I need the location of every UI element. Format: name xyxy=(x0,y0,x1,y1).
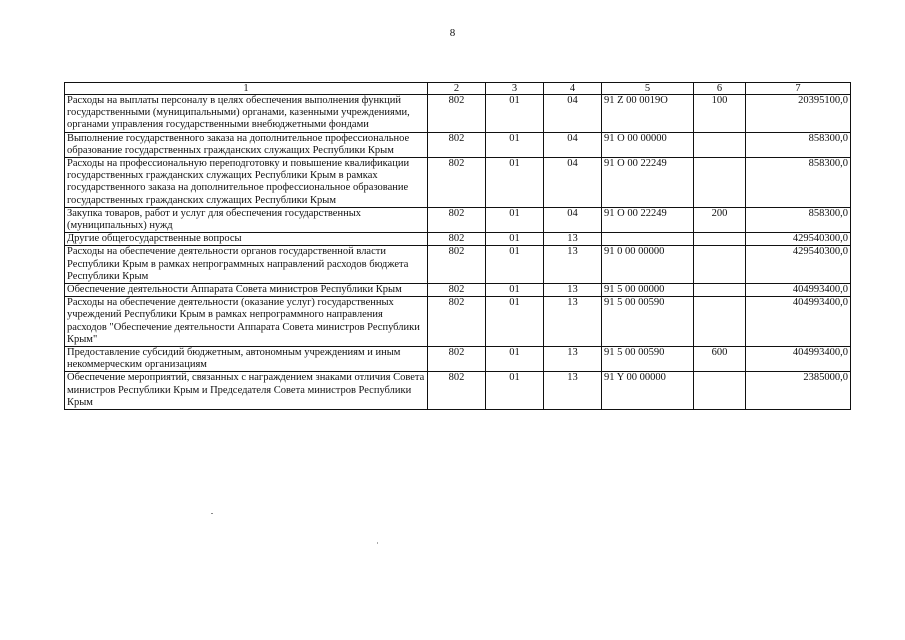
row-expense-type xyxy=(694,132,746,157)
header-row xyxy=(65,83,851,95)
row-amount: 20395100,0 xyxy=(746,95,851,133)
table-row xyxy=(65,95,851,133)
header-cell: 3 xyxy=(486,83,544,95)
row-amount: 858300,0 xyxy=(746,132,851,157)
row-ministry-code: 802 xyxy=(428,284,486,297)
row-name: Обеспечение деятельности Аппарата Совета министров Республики Крым xyxy=(65,284,428,297)
row-expense-type xyxy=(694,297,746,347)
row-expense-type: 600 xyxy=(694,347,746,372)
row-name: Предоставление субсидий бюджетным, автономным учреждениям и иным некоммерческим организациям xyxy=(65,347,428,372)
row-ministry-code: 802 xyxy=(428,158,486,208)
table-row xyxy=(65,297,851,347)
row-name: Расходы на выплаты персоналу в целях обеспечения выполнения функций государственными (муниципальными) органами, казенными учреждениями, органами управления государственными внебюджетными фондами xyxy=(65,95,428,133)
row-ministry-code: 802 xyxy=(428,233,486,246)
row-name: Закупка товаров, работ и услуг для обеспечения государственных (муниципальных) нужд xyxy=(65,207,428,232)
scan-speck xyxy=(377,542,378,544)
row-section: 01 xyxy=(486,158,544,208)
table-row xyxy=(65,372,851,410)
row-section: 01 xyxy=(486,207,544,232)
table-row xyxy=(65,233,851,246)
row-subsection: 13 xyxy=(544,246,602,284)
row-target-code: 91 5 00 00000 xyxy=(602,284,694,297)
row-name: Другие общегосударственные вопросы xyxy=(65,233,428,246)
row-expense-type xyxy=(694,158,746,208)
row-target-code: 91 Y 00 00000 xyxy=(602,372,694,410)
row-section: 01 xyxy=(486,297,544,347)
row-expense-type xyxy=(694,246,746,284)
row-target-code: 91 Z 00 0019O xyxy=(602,95,694,133)
row-ministry-code: 802 xyxy=(428,132,486,157)
row-expense-type: 100 xyxy=(694,95,746,133)
row-subsection: 13 xyxy=(544,233,602,246)
row-target-code: 91 0 00 00000 xyxy=(602,246,694,284)
row-ministry-code: 802 xyxy=(428,207,486,232)
row-section: 01 xyxy=(486,233,544,246)
row-name: Расходы на обеспечение деятельности органов государственной власти Республики Крым в рамках непрограммных направлений расходов бюджета Республики Крым xyxy=(65,246,428,284)
row-target-code: 91 O 00 22249 xyxy=(602,158,694,208)
row-expense-type xyxy=(694,372,746,410)
row-amount: 429540300,0 xyxy=(746,233,851,246)
table-row xyxy=(65,158,851,208)
page-number: 8 xyxy=(449,27,456,39)
row-target-code: 91 5 00 00590 xyxy=(602,297,694,347)
row-ministry-code: 802 xyxy=(428,95,486,133)
budget-table xyxy=(64,82,851,410)
row-section: 01 xyxy=(486,284,544,297)
row-subsection: 13 xyxy=(544,372,602,410)
row-target-code: 91 5 00 00590 xyxy=(602,347,694,372)
row-subsection: 13 xyxy=(544,297,602,347)
row-ministry-code: 802 xyxy=(428,347,486,372)
row-target-code xyxy=(602,233,694,246)
row-subsection: 13 xyxy=(544,347,602,372)
row-name: Расходы на профессиональную переподготовку и повышение квалификации государственных гражданских служащих Республики Крым в рамках государственного заказа на дополнительное профессиональное образование государственных гражданских служащих Республики Крым xyxy=(65,158,428,208)
row-subsection: 13 xyxy=(544,284,602,297)
row-target-code: 91 O 00 00000 xyxy=(602,132,694,157)
header-cell: 5 xyxy=(602,83,694,95)
row-name: Обеспечение мероприятий, связанных с награждением знаками отличия Совета министров Республики Крым и Председателя Совета министров Республики Крым xyxy=(65,372,428,410)
table-row xyxy=(65,207,851,232)
header-cell: 4 xyxy=(544,83,602,95)
table-row xyxy=(65,347,851,372)
row-section: 01 xyxy=(486,95,544,133)
table-row xyxy=(65,284,851,297)
header-cell: 7 xyxy=(746,83,851,95)
scan-speck xyxy=(211,513,213,514)
row-expense-type: 200 xyxy=(694,207,746,232)
row-amount: 429540300,0 xyxy=(746,246,851,284)
header-cell: 1 xyxy=(65,83,428,95)
row-amount: 858300,0 xyxy=(746,158,851,208)
row-ministry-code: 802 xyxy=(428,246,486,284)
table-row xyxy=(65,246,851,284)
row-subsection: 04 xyxy=(544,95,602,133)
row-expense-type xyxy=(694,233,746,246)
row-name: Расходы на обеспечение деятельности (оказание услуг) государственных учреждений Республики Крым в рамках непрограммного направления расходов "Обеспечение деятельности Аппарата Совета министров Республики Крым" xyxy=(65,297,428,347)
row-amount: 858300,0 xyxy=(746,207,851,232)
row-ministry-code: 802 xyxy=(428,297,486,347)
row-target-code: 91 O 00 22249 xyxy=(602,207,694,232)
row-subsection: 04 xyxy=(544,158,602,208)
row-name: Выполнение государственного заказа на дополнительное профессиональное образование государственных гражданских служащих Республики Крым xyxy=(65,132,428,157)
table-row xyxy=(65,132,851,157)
row-expense-type xyxy=(694,284,746,297)
row-section: 01 xyxy=(486,347,544,372)
row-subsection: 04 xyxy=(544,207,602,232)
row-amount: 404993400,0 xyxy=(746,284,851,297)
header-cell: 2 xyxy=(428,83,486,95)
row-subsection: 04 xyxy=(544,132,602,157)
row-section: 01 xyxy=(486,246,544,284)
row-amount: 404993400,0 xyxy=(746,347,851,372)
row-ministry-code: 802 xyxy=(428,372,486,410)
row-section: 01 xyxy=(486,132,544,157)
row-amount: 2385000,0 xyxy=(746,372,851,410)
row-amount: 404993400,0 xyxy=(746,297,851,347)
header-cell: 6 xyxy=(694,83,746,95)
row-section: 01 xyxy=(486,372,544,410)
